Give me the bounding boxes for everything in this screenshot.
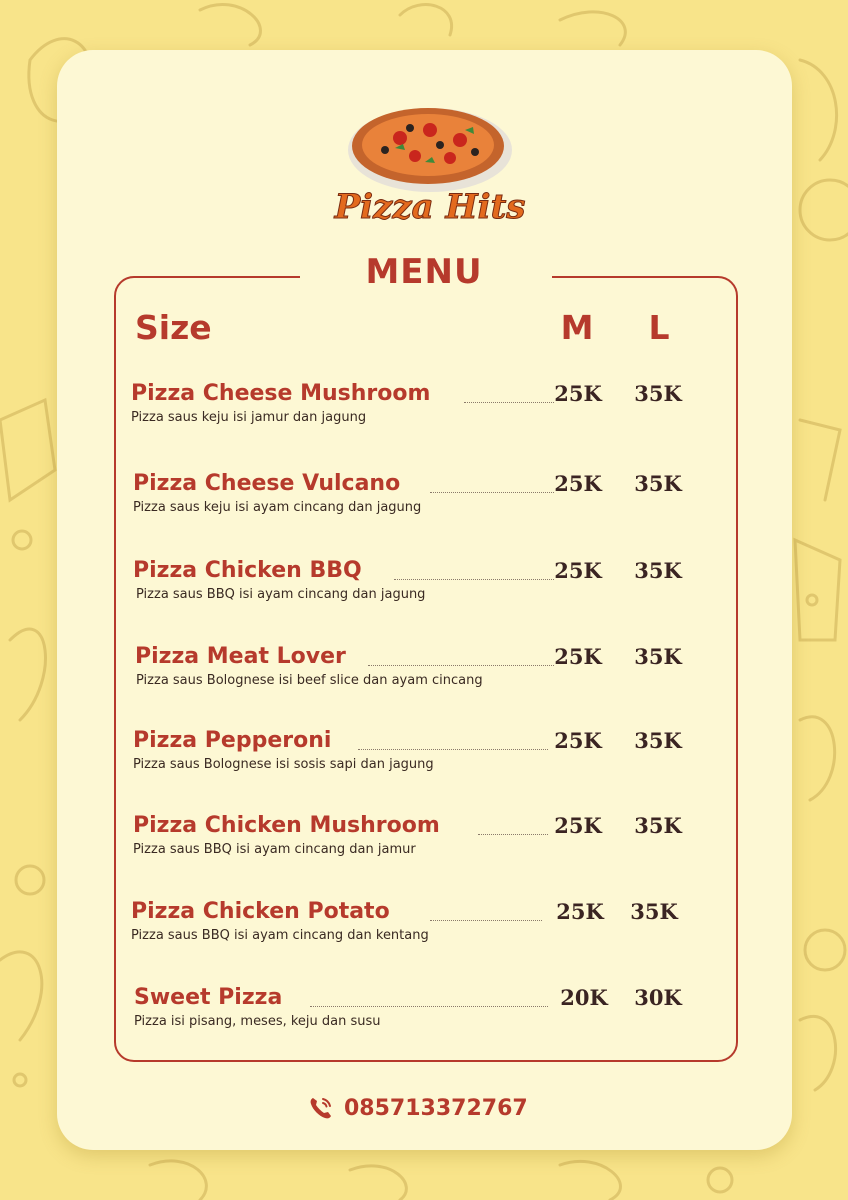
leader-dots	[430, 492, 554, 493]
item-name: Sweet Pizza	[134, 985, 283, 1010]
price-l: 35K	[634, 471, 682, 496]
price-m: 25K	[556, 899, 604, 924]
item-name: Pizza Chicken BBQ	[133, 558, 362, 583]
price-m: 25K	[554, 644, 602, 669]
menu-item	[0, 381, 848, 461]
item-description: Pizza saus Bolognese isi sosis sapi dan jagung	[133, 757, 434, 772]
price-l: 35K	[634, 728, 682, 753]
price-l: 35K	[634, 644, 682, 669]
logo-text: Pizza Hits	[334, 187, 526, 227]
item-description: Pizza saus BBQ isi ayam cincang dan jagung	[136, 587, 426, 602]
menu-item	[0, 985, 848, 1065]
menu-item	[0, 728, 848, 808]
price-l: 30K	[634, 985, 682, 1010]
item-description: Pizza saus Bolognese isi beef slice dan ayam cincang	[136, 673, 483, 688]
price-m: 20K	[560, 985, 608, 1010]
menu-item	[0, 899, 848, 979]
menu-item	[0, 813, 848, 893]
menu-item	[0, 644, 848, 724]
price-m: 25K	[554, 381, 602, 406]
price-l: 35K	[634, 381, 682, 406]
item-name: Pizza Pepperoni	[133, 728, 332, 753]
leader-dots	[394, 579, 554, 580]
price-m: 25K	[554, 471, 602, 496]
leader-dots	[478, 834, 548, 835]
item-description: Pizza saus keju isi ayam cincang dan jagung	[133, 500, 422, 515]
leader-dots	[464, 402, 554, 403]
size-m-header: M	[560, 308, 594, 347]
size-l-header: L	[648, 308, 670, 347]
item-description: Pizza saus keju isi jamur dan jagung	[131, 410, 367, 425]
menu-title: MENU	[365, 252, 483, 292]
size-header: Size	[135, 308, 212, 347]
leader-dots	[310, 1006, 548, 1007]
pizza-hits-logo	[310, 100, 550, 235]
item-name: Pizza Chicken Potato	[131, 899, 390, 924]
phone-number[interactable]: 085713372767	[344, 1095, 528, 1121]
menu-item	[0, 471, 848, 551]
price-l: 35K	[634, 558, 682, 583]
phone-icon	[308, 1095, 334, 1121]
leader-dots	[358, 749, 548, 750]
item-description: Pizza saus BBQ isi ayam cincang dan jamur	[133, 842, 416, 857]
price-l: 35K	[630, 899, 678, 924]
price-l: 35K	[634, 813, 682, 838]
menu-item	[0, 558, 848, 638]
leader-dots	[368, 665, 554, 666]
item-name: Pizza Chicken Mushroom	[133, 813, 440, 838]
leader-dots	[430, 920, 542, 921]
item-name: Pizza Meat Lover	[135, 644, 346, 669]
item-name: Pizza Cheese Mushroom	[131, 381, 431, 406]
item-description: Pizza isi pisang, meses, keju dan susu	[134, 1014, 381, 1029]
price-m: 25K	[554, 558, 602, 583]
contact-phone[interactable]	[308, 1093, 528, 1123]
price-m: 25K	[554, 813, 602, 838]
price-m: 25K	[554, 728, 602, 753]
item-name: Pizza Cheese Vulcano	[133, 471, 401, 496]
item-description: Pizza saus BBQ isi ayam cincang dan kentang	[131, 928, 429, 943]
